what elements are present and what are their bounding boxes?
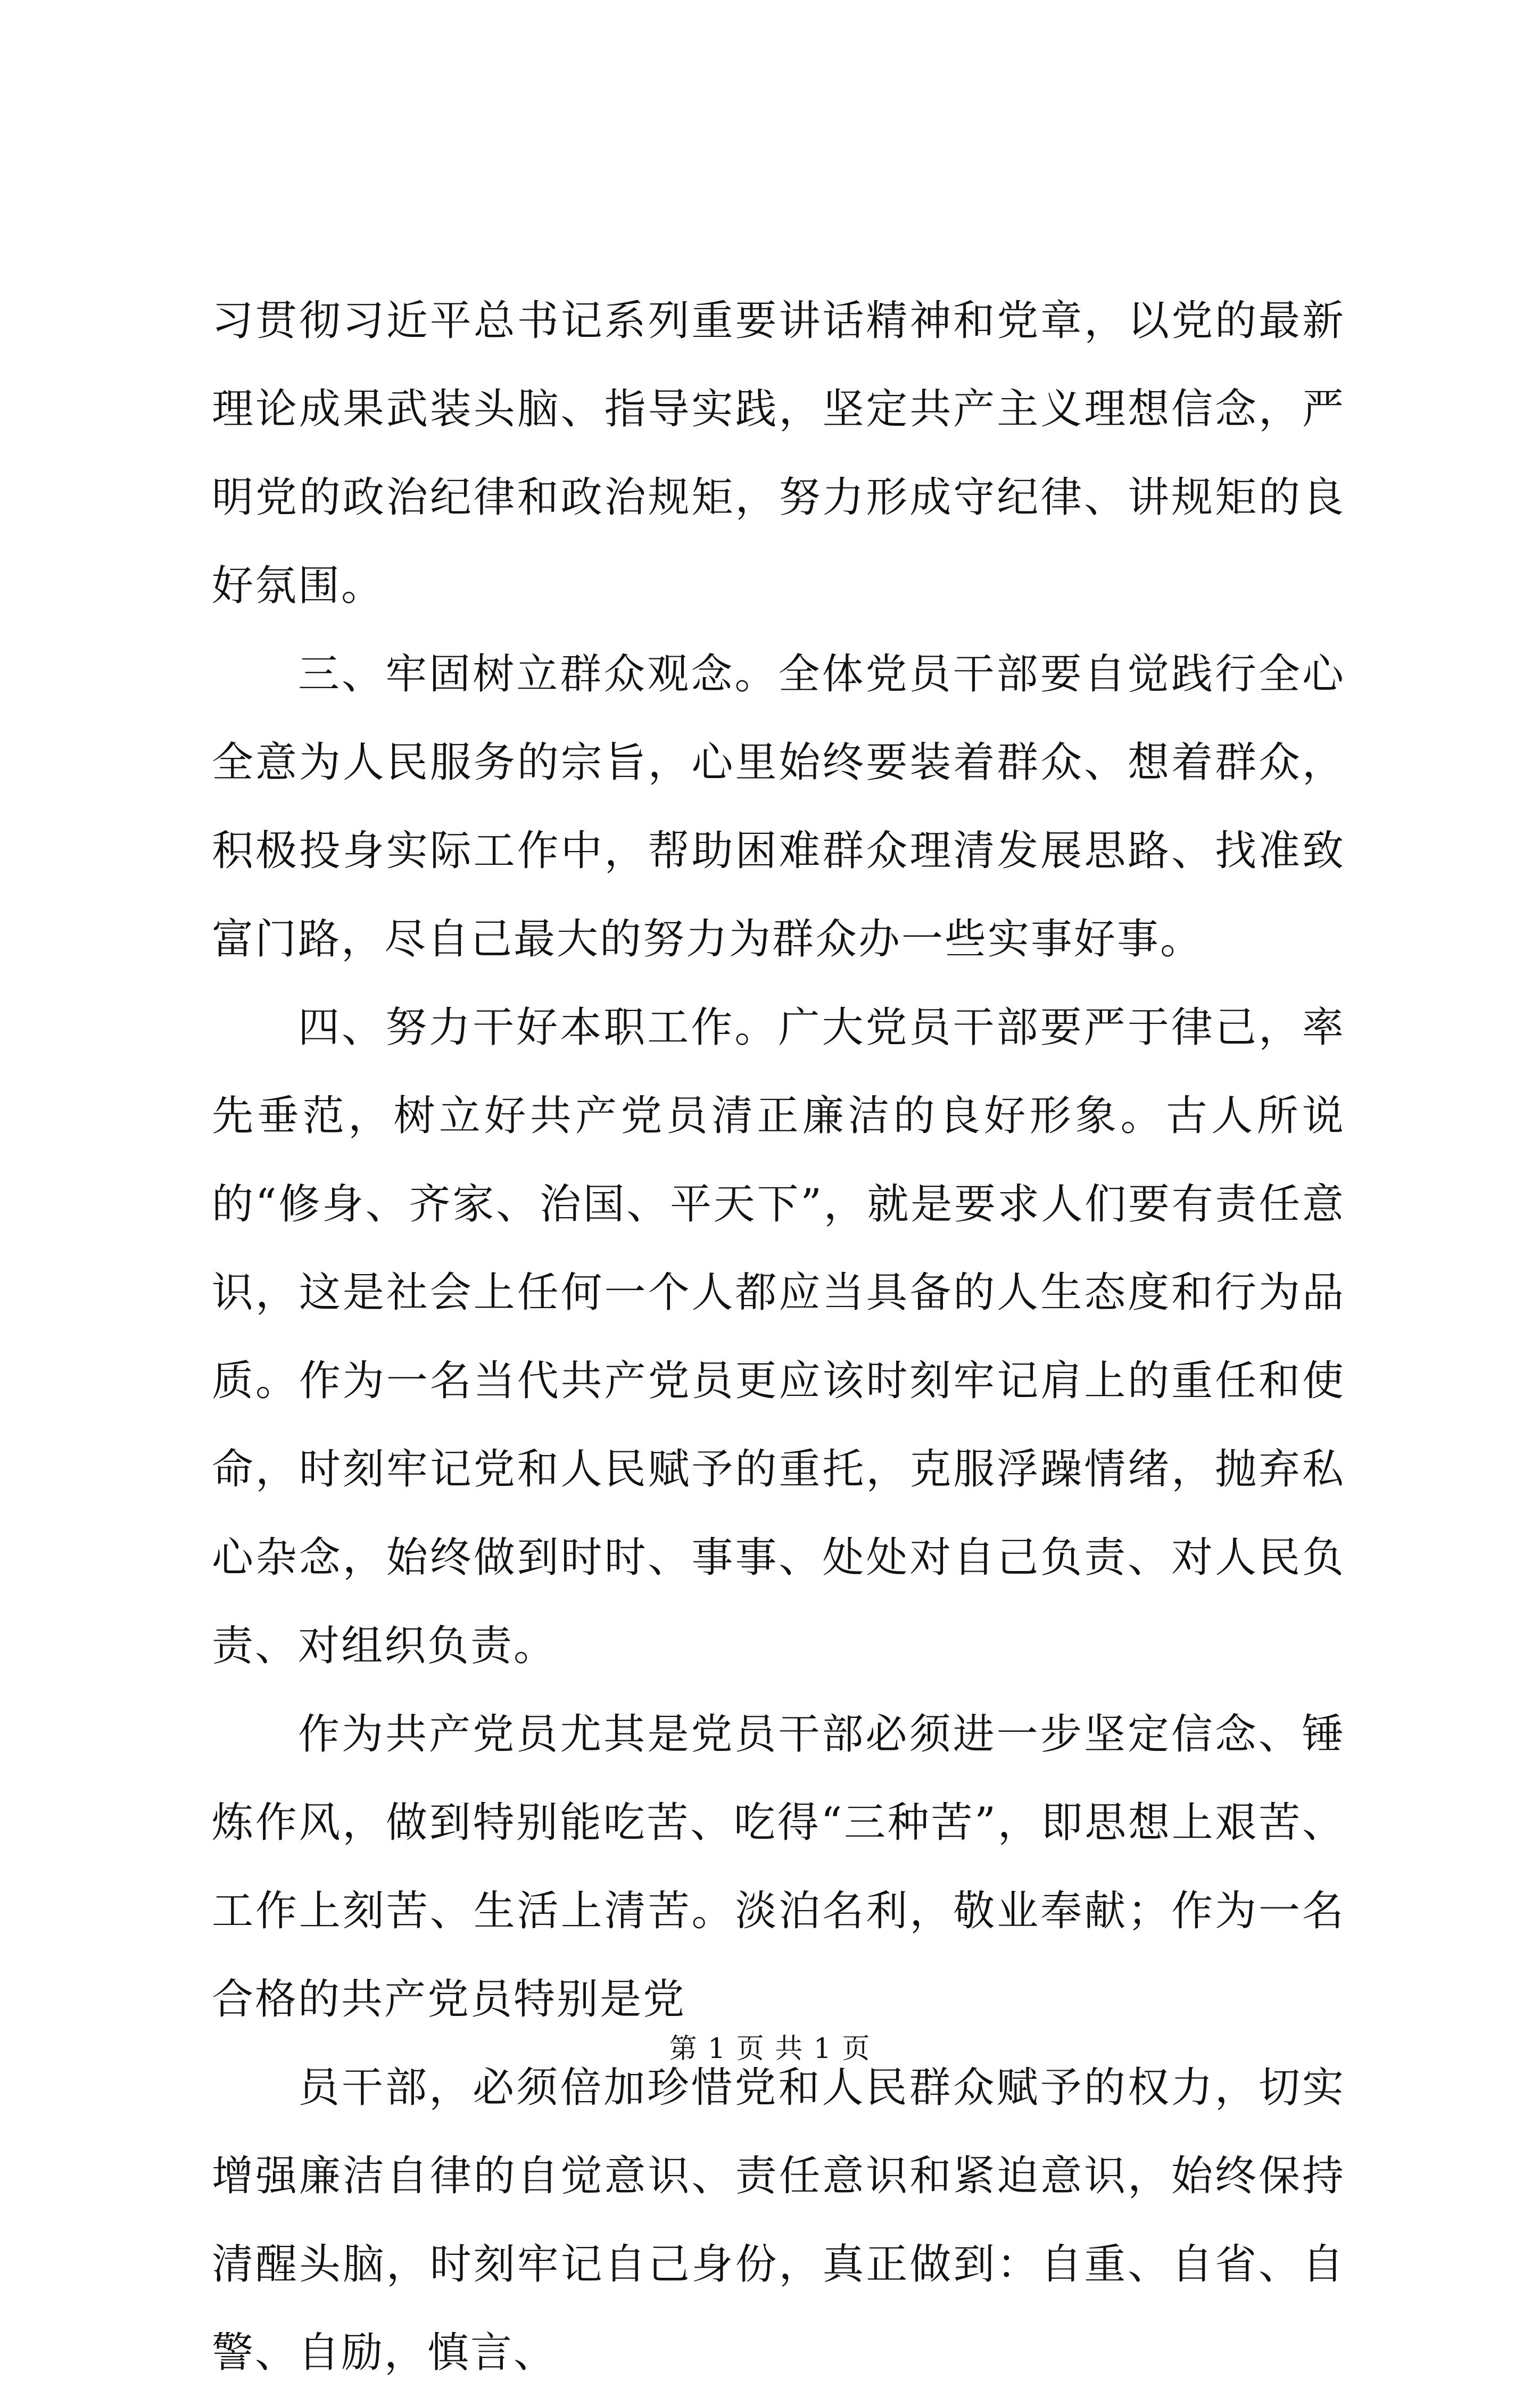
paragraph-continuation: 习贯彻习近平总书记系列重要讲话精神和党章，以党的最新理论成果武装头脑、指导实践，坚定共产主义理想信念，严明党的政治纪律和政治规矩，努力形成守纪律、讲规矩的良好氛围。: [212, 297, 1345, 610]
paragraph-cadres: 员干部，必须倍加珍惜党和人民群众赋予的权力，切实增强廉洁自律的自觉意识、责任意识和紧迫意识，始终保持清醒头脑，时刻牢记自己身份，真正做到：自重、自省、自警、自励，慎言、: [212, 2064, 1345, 2377]
document-body: [212, 277, 1345, 2397]
paragraph-party-members: 作为共产党员尤其是党员干部必须进一步坚定信念、锤炼作风，做到特别能吃苦、吃得“三种苦”，即思想上艰苦、工作上刻苦、生活上清苦。淡泊名利，敬业奉献；作为一名合格的共产党员特别是党: [212, 1710, 1345, 2023]
paragraph-section-three: 三、牢固树立群众观念。全体党员干部要自觉践行全心全意为人民服务的宗旨，心里始终要装着群众、想着群众，积极投身实际工作中，帮助困难群众理清发展思路、找准致富门路，尽自己最大的努力为群众办一些实事好事。: [212, 650, 1345, 963]
page-footer: 第 1 页 共 1 页: [669, 2033, 871, 2065]
paragraph-section-four: 四、努力干好本职工作。广大党员干部要严于律己，率先垂范，树立好共产党员清正廉洁的良好形象。古人所说的“修身、齐家、治国、平天下”，就是要求人们要有责任意识，这是社会上任何一个人都应当具备的人生态度和行为品质。作为一名当代共产党员更应该时刻牢记肩上的重任和使命，时刻牢记党和人民赋予的重托，克服浮躁情绪，抛弃私心杂念，始终做到时时、事事、处处对自己负责、对人民负责、对组织负责。: [212, 1004, 1345, 1670]
